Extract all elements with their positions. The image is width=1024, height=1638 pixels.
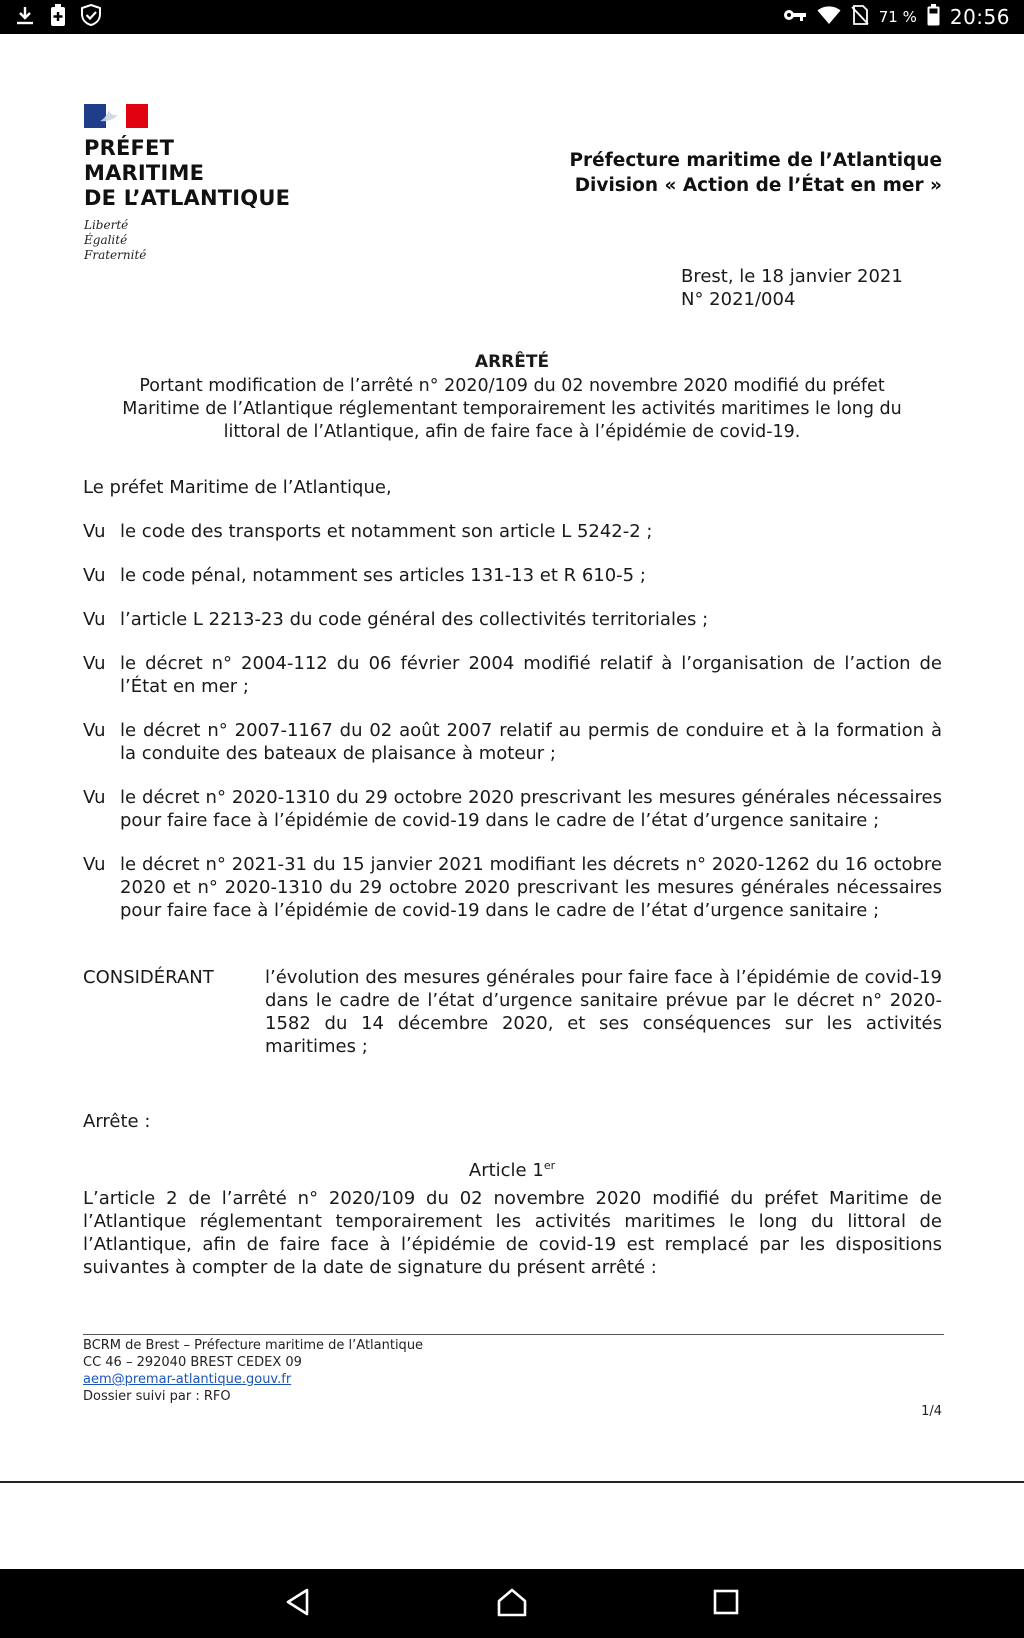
vu-text: le décret n° 2020-1310 du 29 octobre 2020 prescrivant les mesures générales nécessaires pour faire face à l’épidémie de covid-19 dans le cadre de l’état d’urgence sanitaire ;: [120, 787, 942, 831]
date-block: [681, 265, 903, 311]
page-footer: [83, 1337, 423, 1405]
vu-label: Vu: [83, 787, 106, 808]
place-date: Brest, le 18 janvier 2021: [681, 266, 903, 287]
vu-item: [83, 786, 942, 832]
vu-text: le code pénal, notamment ses articles 131-13 et R 610-5 ;: [120, 565, 646, 586]
shield-icon: [80, 4, 102, 30]
vu-item: [83, 719, 942, 765]
home-button[interactable]: [490, 1582, 534, 1626]
vu-label: Vu: [83, 521, 106, 542]
battery-saver-icon: [50, 4, 66, 30]
issuer-header: [570, 148, 943, 198]
arrete-title: ARRÊTÉ: [474, 352, 550, 372]
vu-text: le décret n° 2007-1167 du 02 août 2007 relatif au permis de conduire et à la formation à la conduite des bateaux de plaisance à moteur ;: [120, 720, 942, 764]
back-button[interactable]: [276, 1582, 320, 1626]
logo: [84, 104, 290, 263]
vu-text: le décret n° 2004-112 du 06 février 2004 modifié relatif à l’organisation de l’action de l’État en mer ;: [120, 653, 942, 697]
article-heading-sup: er: [543, 1159, 556, 1172]
clock: 20:56: [949, 5, 1010, 29]
article-heading: [0, 1154, 1024, 1182]
arrete-subtitle: Portant modification de l’arrêté n° 2020/109 du 02 novembre 2020 modifié du préfet Maritime de l’Atlantique réglementant temporairement les activités maritimes le long du littoral de l’Atlantique, afin de faire face à l’épidémie de covid-19.: [122, 376, 902, 442]
footer-address-line: BCRM de Brest – Préfecture maritime de l’Atlantique: [83, 1338, 424, 1353]
vu-item: [83, 520, 942, 543]
wifi-icon: [817, 5, 841, 29]
logo-motto: Liberté Égalité Fraternité: [84, 218, 147, 262]
issuer-line-1: Préfecture maritime de l’Atlantique: [569, 150, 942, 171]
arrete-label: Arrête :: [83, 1111, 151, 1132]
recents-icon: [713, 1589, 739, 1619]
document-number: N° 2021/004: [681, 289, 796, 310]
vu-item: [83, 652, 942, 698]
viewer-background: [0, 1483, 1024, 1569]
vu-label: Vu: [83, 854, 106, 875]
vu-label: Vu: [83, 720, 106, 741]
page-number: 1/4: [921, 1404, 942, 1419]
battery-percent: 71 %: [878, 8, 917, 26]
download-icon: [14, 4, 36, 30]
recents-button[interactable]: [704, 1582, 748, 1626]
status-bar: [0, 0, 1024, 34]
navigation-bar: [0, 1569, 1024, 1638]
footer-divider: [83, 1334, 944, 1335]
home-icon: [496, 1587, 528, 1621]
article-body: L’article 2 de l’arrêté n° 2020/109 du 02 novembre 2020 modifié du préfet Maritime de l’Atlantique réglementant temporairement les activités maritimes le long du littoral de l’Atlantique, afin de faire face à l’épidémie de covid-19 est remplacé par les dispositions suivantes à compter de la date de signature du présent arrêté :: [83, 1188, 942, 1278]
vu-item: [83, 608, 942, 631]
battery-icon: [927, 4, 940, 30]
vu-label: Vu: [83, 609, 106, 630]
footer-postal-line: CC 46 – 292040 BREST CEDEX 09: [83, 1355, 302, 1370]
issuer-line-2: Division « Action de l’État en mer »: [574, 175, 942, 196]
no-sim-icon: [851, 5, 869, 29]
vu-label: Vu: [83, 653, 106, 674]
vu-item: [83, 564, 942, 587]
intro-text: Le préfet Maritime de l’Atlantique,: [83, 477, 392, 498]
considerant-block: [83, 966, 942, 1058]
considerant-label: CONSIDÉRANT: [83, 967, 214, 988]
footer-followup-line: Dossier suivi par : RFO: [83, 1389, 231, 1404]
key-icon: [783, 8, 807, 26]
article-heading-text: Article 1: [468, 1160, 544, 1181]
logo-title: PRÉFET MARITIME DE L’ATLANTIQUE: [84, 136, 291, 210]
vu-item: [83, 853, 942, 922]
considerant-text: l’évolution des mesures générales pour faire face à l’épidémie de covid-19 dans le cadre de l’état d’urgence sanitaire prévue par le décret n° 2020-1582 du 14 décembre 2020, et ses conséquences sur les activités maritimes ;: [265, 967, 942, 1057]
vu-text: le décret n° 2021-31 du 15 janvier 2021 modifiant les décrets n° 2020-1262 du 16 octobre 2020 et n° 2020-1310 du 29 octobre 2020 prescrivant les mesures générales nécessaires pour faire face à l’épidémie de covid-19 dans le cadre de l’état d’urgence sanitaire ;: [120, 854, 942, 921]
vu-text: l’article L 2213-23 du code général des collectivités territoriales ;: [120, 609, 709, 630]
back-icon: [283, 1587, 313, 1621]
footer-email-link[interactable]: aem@premar-atlantique.gouv.fr: [83, 1372, 292, 1387]
vu-text: le code des transports et notamment son article L 5242-2 ;: [120, 521, 653, 542]
flag-logo-icon: [84, 104, 148, 128]
vu-label: Vu: [83, 565, 106, 586]
